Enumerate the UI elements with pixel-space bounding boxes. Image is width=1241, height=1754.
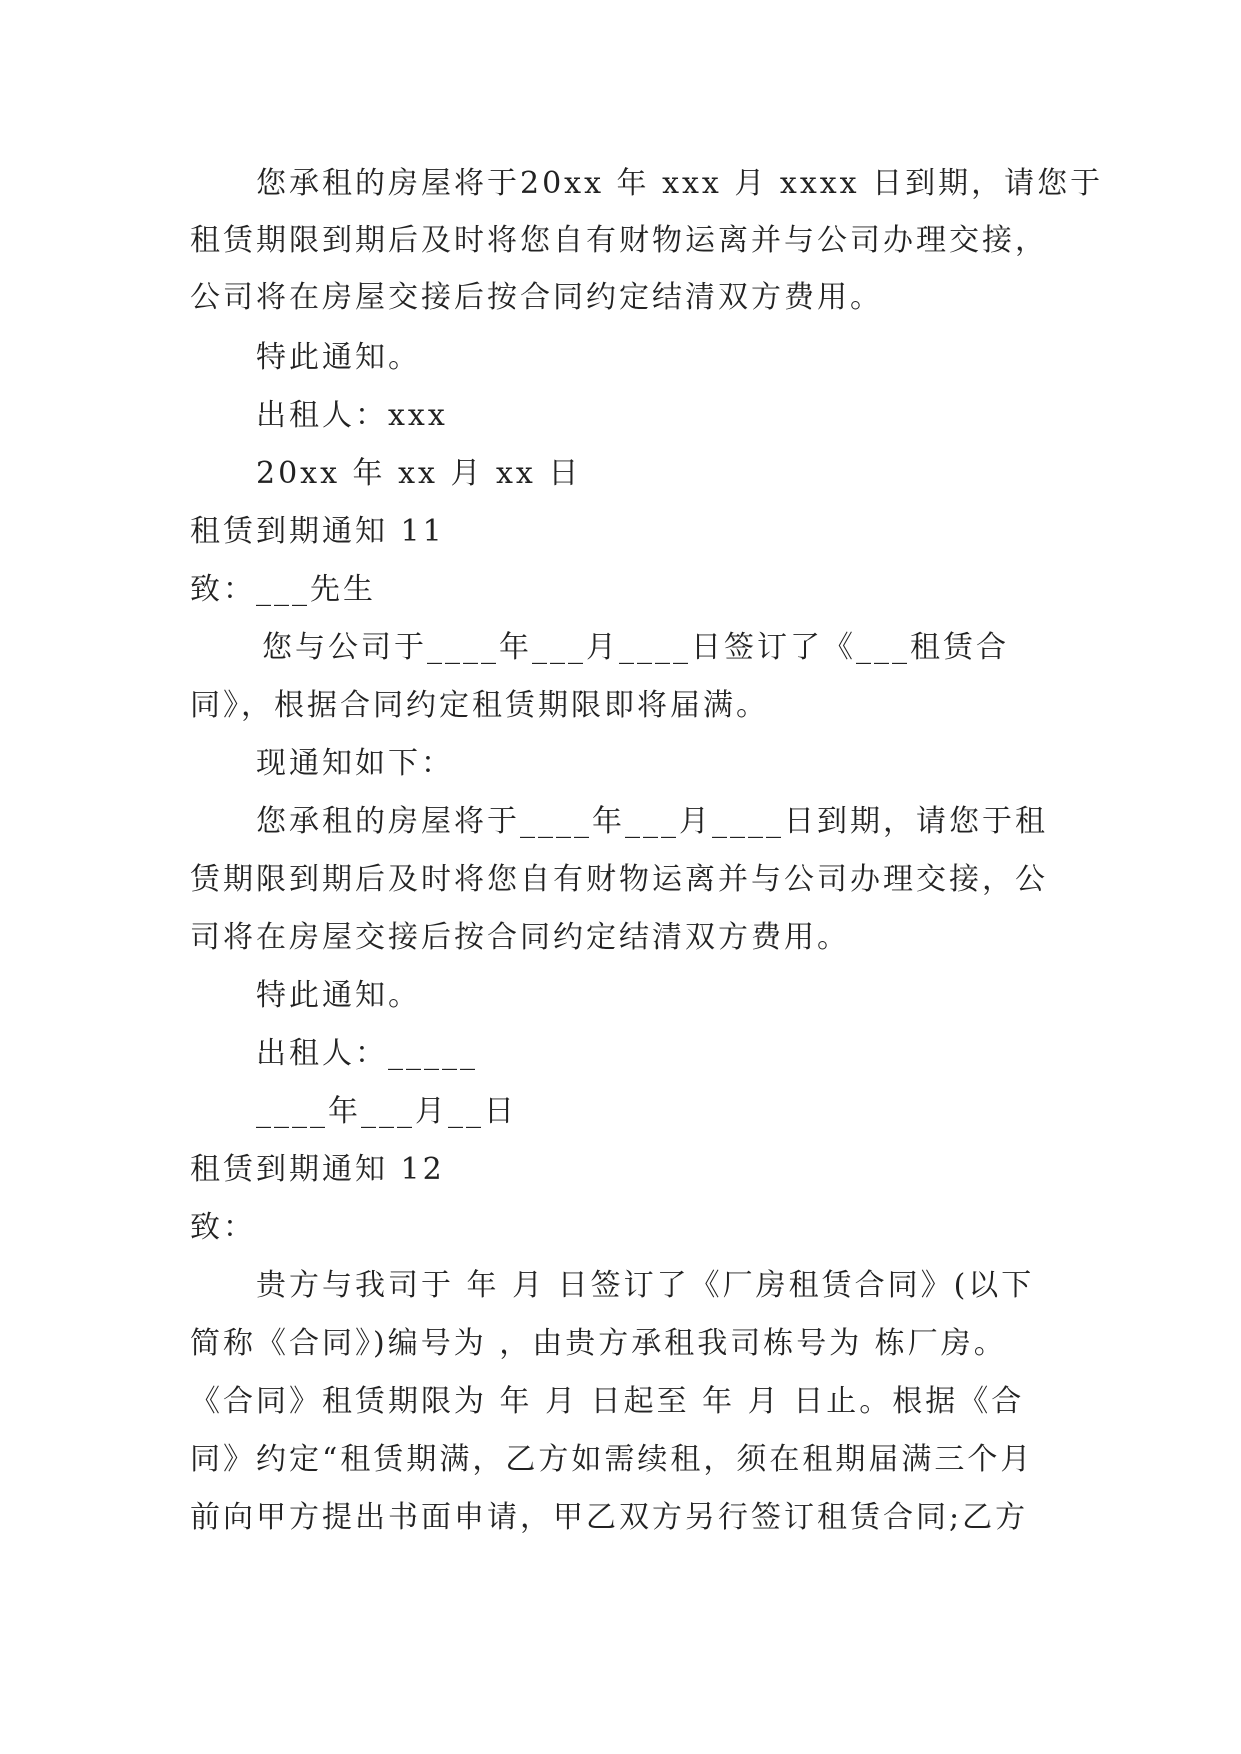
- section-heading: 租赁到期通知 11: [190, 514, 445, 549]
- paragraph-line: 您承租的房屋将于____年___月____日到期，请您于租: [256, 804, 1048, 839]
- paragraph-line: 《合同》租赁期限为 年 月 日起至 年 月 日止。根据《合: [190, 1384, 1025, 1419]
- addressee-line: 致：___先生: [190, 572, 376, 607]
- paragraph-line: 司将在房屋交接后按合同约定结清双方费用。: [190, 920, 850, 955]
- paragraph-line: 现通知如下：: [256, 746, 454, 781]
- signature-date: ____年___月__日: [256, 1094, 517, 1129]
- paragraph-line: 贵方与我司于 年 月 日签订了《厂房租赁合同》(以下: [256, 1268, 1035, 1303]
- section-heading: 租赁到期通知 12: [190, 1152, 445, 1187]
- paragraph-line: 公司将在房屋交接后按合同约定结清双方费用。: [190, 280, 883, 315]
- paragraph-line: 您与公司于____年___月____日签订了《___租赁合: [262, 630, 1009, 665]
- paragraph-line: 赁期限到期后及时将您自有财物运离并与公司办理交接，公: [190, 862, 1048, 897]
- closing-line: 特此通知。: [256, 340, 421, 375]
- paragraph-line: 前向甲方提出书面申请，甲乙双方另行签订租赁合同;乙方: [190, 1500, 1029, 1535]
- paragraph-line: 简称《合同》)编号为 ，由贵方承租我司栋号为 栋厂房。: [190, 1326, 1007, 1361]
- paragraph-line: 租赁期限到期后及时将您自有财物运离并与公司办理交接，: [190, 223, 1048, 258]
- signature-landlord: 出租人：xxx: [256, 398, 448, 433]
- signature-date: 20xx 年 xx 月 xx 日: [256, 456, 582, 491]
- paragraph-line: 同》，根据合同约定租赁期限即将届满。: [190, 688, 769, 723]
- paragraph-line: 同》约定“租赁期满，乙方如需续租，须在租期届满三个月: [190, 1442, 1034, 1477]
- signature-landlord: 出租人：_____: [256, 1036, 478, 1071]
- paragraph-line: 您承租的房屋将于20xx 年 xxx 月 xxxx 日到期，请您于: [256, 166, 1104, 201]
- addressee-line: 致：: [190, 1210, 256, 1245]
- closing-line: 特此通知。: [256, 978, 421, 1013]
